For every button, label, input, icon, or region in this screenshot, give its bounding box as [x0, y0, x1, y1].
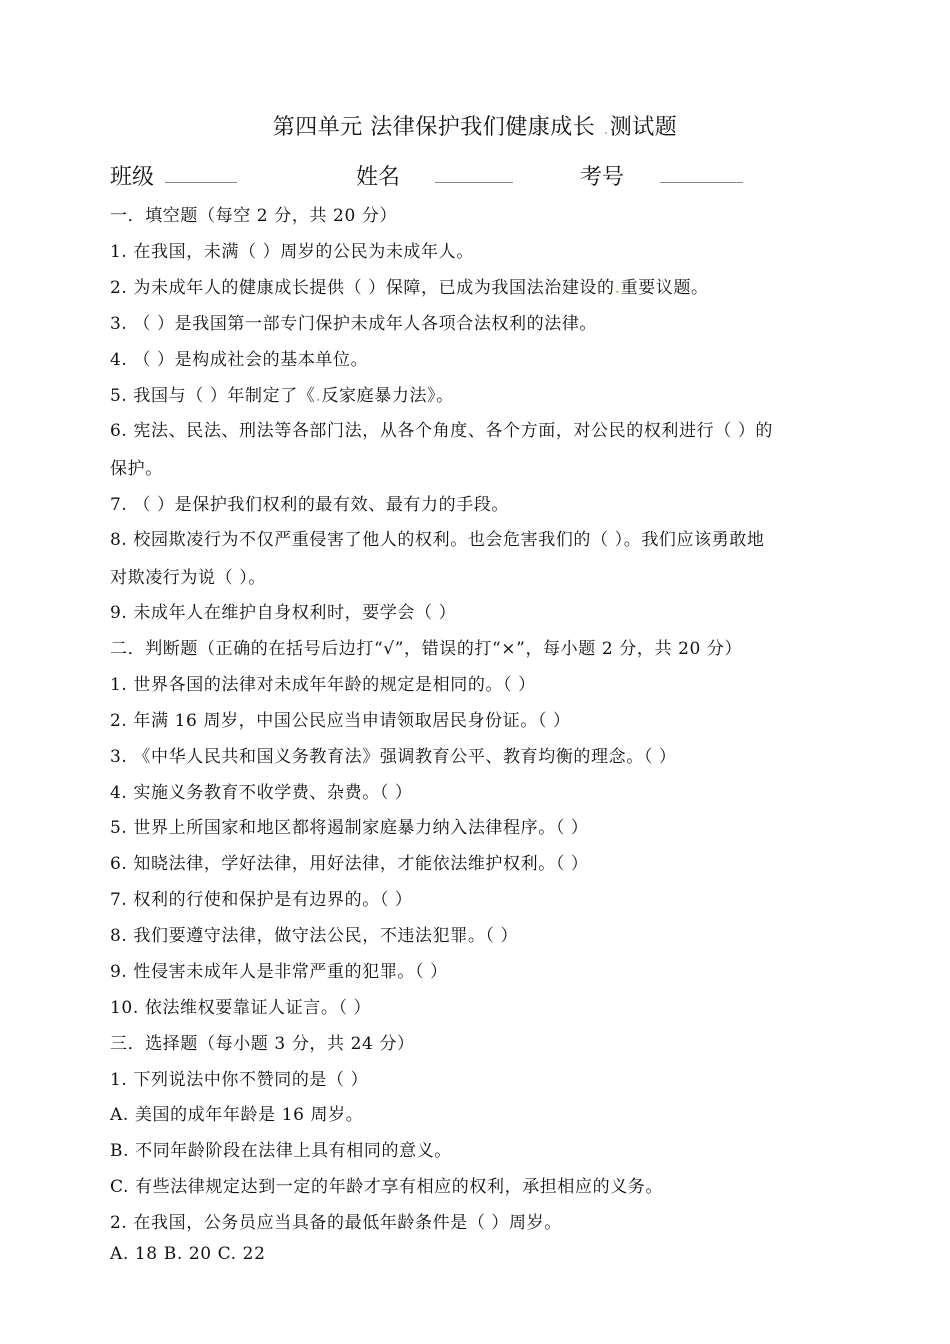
- choice-options-2: A. 18 B. 20 C. 22: [110, 1244, 266, 1264]
- q5-text-b: 反家庭暴力法》。: [321, 386, 454, 406]
- section1-heading: 一．填空题（每空 2 分，共 20 分）: [110, 206, 398, 226]
- title-text-before: 第四单元 法律保护我们健康成长: [272, 115, 603, 140]
- judge-question-10: 10. 依法维权要靠证人证言。（ ）: [110, 998, 372, 1018]
- judge-question-1: 1. 世界各国的法律对未成年年龄的规定是相同的。（ ）: [110, 675, 536, 695]
- exam-title: [0, 110, 950, 141]
- judge-question-4: 4. 实施义务教育不收学费、杂费。（ ）: [110, 783, 413, 803]
- title-mark: .: [603, 122, 609, 138]
- q5-text-a: 5. 我国与（ ）年制定了《: [110, 386, 316, 406]
- name-label: 姓名: [356, 165, 401, 190]
- number-label: 考号: [580, 165, 625, 190]
- choice-question-1: 1. 下列说法中你不赞同的是（ ）: [110, 1070, 369, 1090]
- fill-question-6-line1: 6. 宪法、民法、刑法等各部门法，从各个角度、各个方面，对公民的权利进行（ ）的: [110, 421, 774, 441]
- q2-text-a: 2. 为未成年人的健康成长提供（ ）保障，已成为我国法治建设的: [110, 278, 615, 298]
- judge-question-3: 3. 《中华人民共和国义务教育法》强调教育公平、教育均衡的理念。（ ）: [110, 747, 677, 767]
- choice-option-1a: A. 美国的成年年龄是 16 周岁。: [110, 1105, 364, 1125]
- choice-option-1b: B. 不同年龄阶段在法律上具有相同的意义。: [110, 1141, 452, 1161]
- fill-question-9: 9. 未成年人在维护自身权利时，要学会（ ）: [110, 603, 457, 623]
- number-blank[interactable]: [660, 182, 743, 183]
- class-blank[interactable]: [165, 182, 237, 183]
- title-text-after: 测试题: [609, 115, 678, 140]
- choice-question-2: 2. 在我国，公务员应当具备的最低年龄条件是（ ）周岁。: [110, 1213, 562, 1233]
- fill-question-6-line2: 保护。: [110, 459, 163, 479]
- fill-question-8-line2: 对欺凌行为说（ ）。: [110, 568, 266, 588]
- section3-heading: 三．选择题（每小题 3 分，共 24 分）: [110, 1034, 415, 1054]
- fill-question-8-line1: 8. 校园欺凌行为不仅严重侵害了他人的权利。也会危害我们的（ ）。我们应该勇敢地: [110, 530, 765, 550]
- fill-question-4: 4. （ ）是构成社会的基本单位。: [110, 350, 369, 370]
- fill-question-7: 7. （ ）是保护我们权利的最有效、最有力的手段。: [110, 495, 510, 515]
- judge-question-8: 8. 我们要遵守法律，做守法公民，不违法犯罪。（ ）: [110, 926, 519, 946]
- q2-text-b: 重要议题。: [620, 278, 709, 298]
- class-label: 班级: [110, 165, 155, 190]
- name-blank[interactable]: [435, 182, 513, 183]
- fill-question-5: [110, 381, 454, 406]
- judge-question-9: 9. 性侵害未成年人是非常严重的犯罪。（ ）: [110, 962, 448, 982]
- fill-question-2: [110, 273, 709, 298]
- judge-question-2: 2. 年满 16 周岁，中国公民应当申请领取居民身份证。（ ）: [110, 711, 571, 731]
- choice-option-1c: C. 有些法律规定达到一定的年龄才享有相应的权利，承担相应的义务。: [110, 1177, 664, 1197]
- fill-question-1: 1. 在我国，未满（ ）周岁的公民为未成年人。: [110, 242, 474, 262]
- judge-question-7: 7. 权利的行使和保护是有边界的。（ ）: [110, 890, 413, 910]
- student-info-row: [0, 160, 950, 194]
- section2-heading: 二．判断题（正确的在括号后边打“√”，错误的打“×”，每小题 2 分，共 20 分）: [110, 639, 743, 659]
- q2-mark: .: [614, 278, 621, 298]
- fill-question-3: 3. （ ）是我国第一部专门保护未成年人各项合法权利的法律。: [110, 314, 598, 334]
- judge-question-5: 5. 世界上所国家和地区都将遏制家庭暴力纳入法律程序。（ ）: [110, 818, 589, 838]
- q5-mark: .: [315, 386, 322, 406]
- judge-question-6: 6. 知晓法律，学好法律，用好法律，才能依法维护权利。（ ）: [110, 854, 589, 874]
